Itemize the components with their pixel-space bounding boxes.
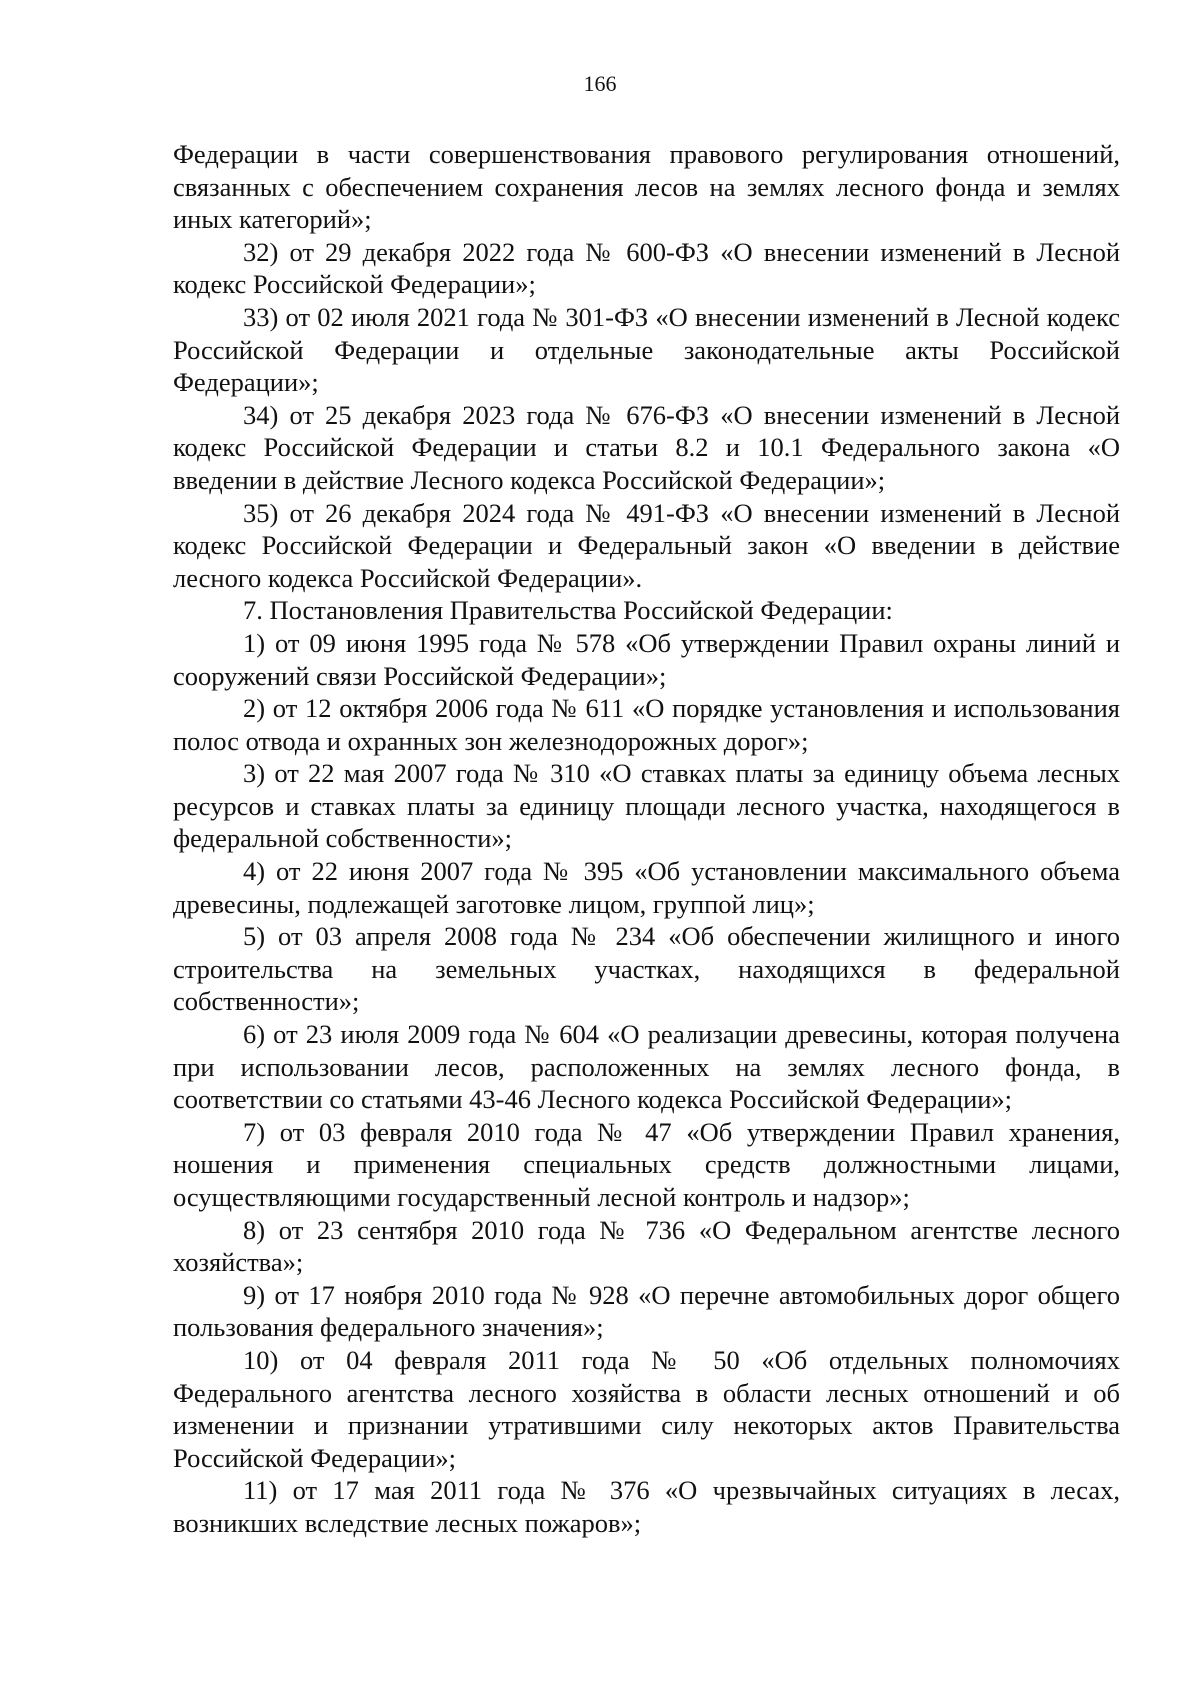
list-item-resolution-3: 3) от 22 мая 2007 года № 310 «О ставках платы за единицу объема лесных ресурсов и ставках платы за единицу площади лесного участка, находящегося в федеральной собственности»; xyxy=(173,758,1120,854)
paragraph-continuation: Федерации в части совершенствования правового регулирования отношений, связанных с обеспечением сохранения лесов на землях лесного фонда и землях иных категорий»; xyxy=(173,139,1120,235)
list-item-resolution-9: 9) от 17 ноября 2010 года № 928 «О перечне автомобильных дорог общего пользования федерального значения»; xyxy=(173,1279,1120,1343)
list-item-law-34: 34) от 25 декабря 2023 года № 676-ФЗ «О внесении изменений в Лесной кодекс Российской Федерации и статьи 8.2 и 10.1 Федерального закона «О введении в действие Лесного кодекса Российской Федерации»; xyxy=(173,399,1120,495)
list-item-resolution-2: 2) от 12 октября 2006 года № 611 «О порядке установления и использования полос отвода и охранных зон железнодорожных дорог»; xyxy=(173,693,1120,756)
list-item-resolution-5: 5) от 03 апреля 2008 года № 234 «Об обеспечении жилищного и иного строительства на земельных участках, находящихся в федеральной собственности»; xyxy=(173,921,1120,1017)
section-heading-resolutions: 7. Постановления Правительства Российской Федерации: xyxy=(243,595,893,626)
document-body xyxy=(173,138,1120,1540)
list-item-resolution-8: 8) от 23 сентября 2010 года № 736 «О Федеральном агентстве лесного хозяйства»; xyxy=(173,1214,1120,1278)
list-item-law-32: 32) от 29 декабря 2022 года № 600-ФЗ «О внесении изменений в Лесной кодекс Российской Федерации»; xyxy=(173,236,1120,300)
list-item-law-33: 33) от 02 июля 2021 года № 301-ФЗ «О внесении изменений в Лесной кодекс Российской Федерации и отдельные законодательные акты Российской Федерации»; xyxy=(173,301,1120,398)
page-number: 166 xyxy=(583,71,617,96)
list-item-law-35: 35) от 26 декабря 2024 года № 491-ФЗ «О внесении изменений в Лесной кодекс Российской Федерации и Федеральный закон «О введении в действие лесного кодекса Российской Федерации». xyxy=(173,497,1120,593)
list-item-resolution-11: 11) от 17 мая 2011 года № 376 «О чрезвычайных ситуациях в лесах, возникших вследствие лесных пожаров»; xyxy=(173,1475,1120,1538)
list-item-resolution-4: 4) от 22 июня 2007 года № 395 «Об установлении максимального объема древесины, подлежащей заготовке лицом, группой лиц»; xyxy=(173,856,1120,919)
list-item-resolution-6: 6) от 23 июля 2009 года № 604 «О реализации древесины, которая получена при использовании лесов, расположенных на землях лесного фонда, в соответствии со статьями 43-46 Лесного кодекса Российской Федерации»; xyxy=(173,1019,1120,1115)
list-item-resolution-7: 7) от 03 февраля 2010 года № 47 «Об утверждении Правил хранения, ношения и применения специальных средств должностными лицами, осуществляющими государственный лесной контроль и надзор»; xyxy=(173,1116,1120,1212)
list-item-resolution-1: 1) от 09 июня 1995 года № 578 «Об утверждении Правил охраны линий и сооружений связи Российской Федерации»; xyxy=(173,627,1120,691)
list-item-resolution-10: 10) от 04 февраля 2011 года № 50 «Об отдельных полномочиях Федерального агентства лесного хозяйства в области лесных отношений и об изменении и признании утратившими силу некоторых актов Правительства Российской Федерации»; xyxy=(173,1344,1120,1473)
